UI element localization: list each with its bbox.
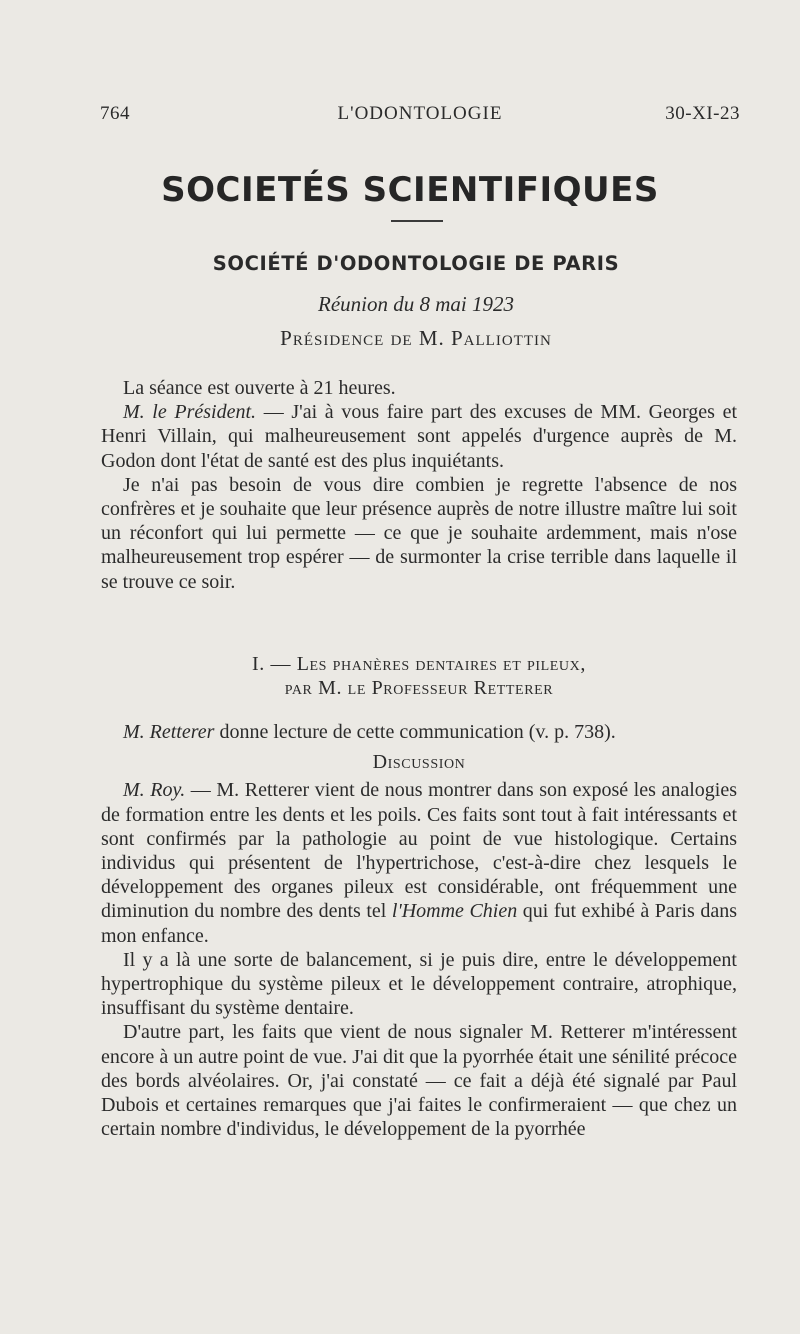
paragraph-text: — M. Retterer vient de nous montrer dans son exposé les analogies de formation entre les dents et les poils. Ces faits sont tout à fait intéressants et sont confirmés par la pathologie au point de vue histologique. Certains individus qui présentent de l'hypertrichose, c'est-à-dire chez lesquels le développement des organes pileux est considérable, ont fréquemment une diminution du nombre des dents tel [101,779,738,923]
meeting-date: Réunion du 8 mai 1923 [318,292,514,316]
speaker-name: M. Retterer [123,721,215,743]
body-text-top [101,376,737,594]
running-head [100,103,740,129]
title-rule [391,220,443,222]
communication-title: I. — Les phanères dentaires et pileux, [252,653,586,675]
communication-heading [101,652,737,700]
body-text-bottom [101,720,737,1141]
society-heading: SOCIÉTÉ D'ODONTOLOGIE DE PARIS [212,252,620,275]
presidence-line: Présidence de M. Palliottin [280,326,552,350]
journal-title: L'ODONTOLOGIE [337,103,503,124]
paragraph-balance: Il y a là une sorte de balancement, si je puis dire, entre le développement hypertrophique du système pileux et le développement contraire, atrophique, insuffisant du système dentaire. [101,948,737,1020]
paragraph-text: donne lecture de cette communication (v. p. 738). [214,721,616,743]
issue-date: 30-XI-23 [665,103,740,124]
paragraph-opening: La séance est ouverte à 21 heures. [123,377,396,399]
section-title: SOCIETÉS SCIENTIFIQUES [161,170,659,210]
communication-author: par M. le Professeur Retterer [284,677,554,700]
paragraph-pyorrhea: D'autre part, les faits que vient de nous signaler M. Retterer m'intéressent encore à un autre point de vue. J'ai dit que la pyorrhée était une sénilité précoce des bords alvéolaires. Or, j'ai constaté — ce fait a déjà été signalé par Paul Dubois et certaines remarques que j'ai faites le confirmeraient — que chez un certain nombre d'individus, le développement de la pyorrhée [101,1021,737,1141]
paragraph-text: — J'ai à vous faire part des excuses de MM. Georges et Henri Villain, qui malheureusement sont appelés d'urgence auprès de M. Godon dont l'état de santé est des plus inquiétants. [101,401,738,472]
italic-term: l'Homme Chien [391,900,518,923]
speaker-name: M. Roy. [123,779,186,802]
discussion-heading: Discussion [372,751,466,774]
page-number: 764 [100,103,130,124]
paragraph-retterer [101,720,737,744]
paragraph-text: qui fut exhibé à Paris dans mon enfance. [101,900,737,947]
paragraph-roy [101,778,737,947]
paragraph-regret: Je n'ai pas besoin de vous dire combien je regrette l'absence de nos confrères et je souhaite que leur présence auprès de notre illustre maître lui soit un réconfort qui lui permette — ce que je souhaite ardemment, mais n'ose malheureusement trop espérer — de surmonter la crise terrible dans laquelle il se trouve ce soir. [101,473,737,593]
paragraph-president [101,400,737,473]
speaker-name: M. le Président. [123,401,257,424]
